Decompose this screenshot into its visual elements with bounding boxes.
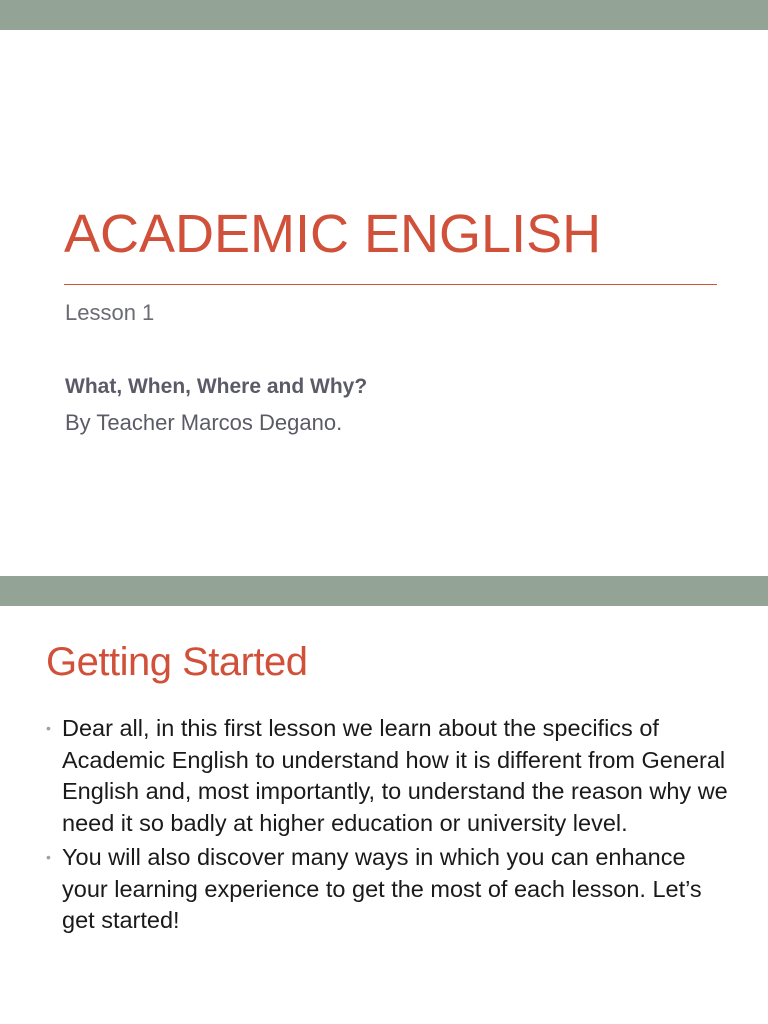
bullet-list [46,713,736,940]
slide-header-band [0,576,768,606]
lesson-tagline: What, When, Where and Why? [65,375,368,398]
slide-title-heading: ACADEMIC ENGLISH [64,204,602,264]
bullet-dot-icon: • [46,720,51,736]
slide-heading: Getting Started [46,640,308,684]
lesson-author: By Teacher Marcos Degano. [65,410,343,435]
bullet-item [46,713,736,839]
lesson-subtitle: Lesson 1 [65,300,155,325]
slide-getting-started [0,576,768,1024]
bullet-text: Dear all, in this first lesson we learn about the specifics of Academic English to understand how it is different from General English and, most importantly, to understand the reason why we need it so badly at higher education or university level. [62,715,728,836]
bullet-item [46,842,736,937]
bullet-text: You will also discover many ways in which you can enhance your learning experience to get the most of each lesson. Let’s get started! [62,844,702,933]
bullet-dot-icon: • [46,849,51,865]
title-underline-divider [64,284,717,285]
slide-header-band [0,0,768,30]
